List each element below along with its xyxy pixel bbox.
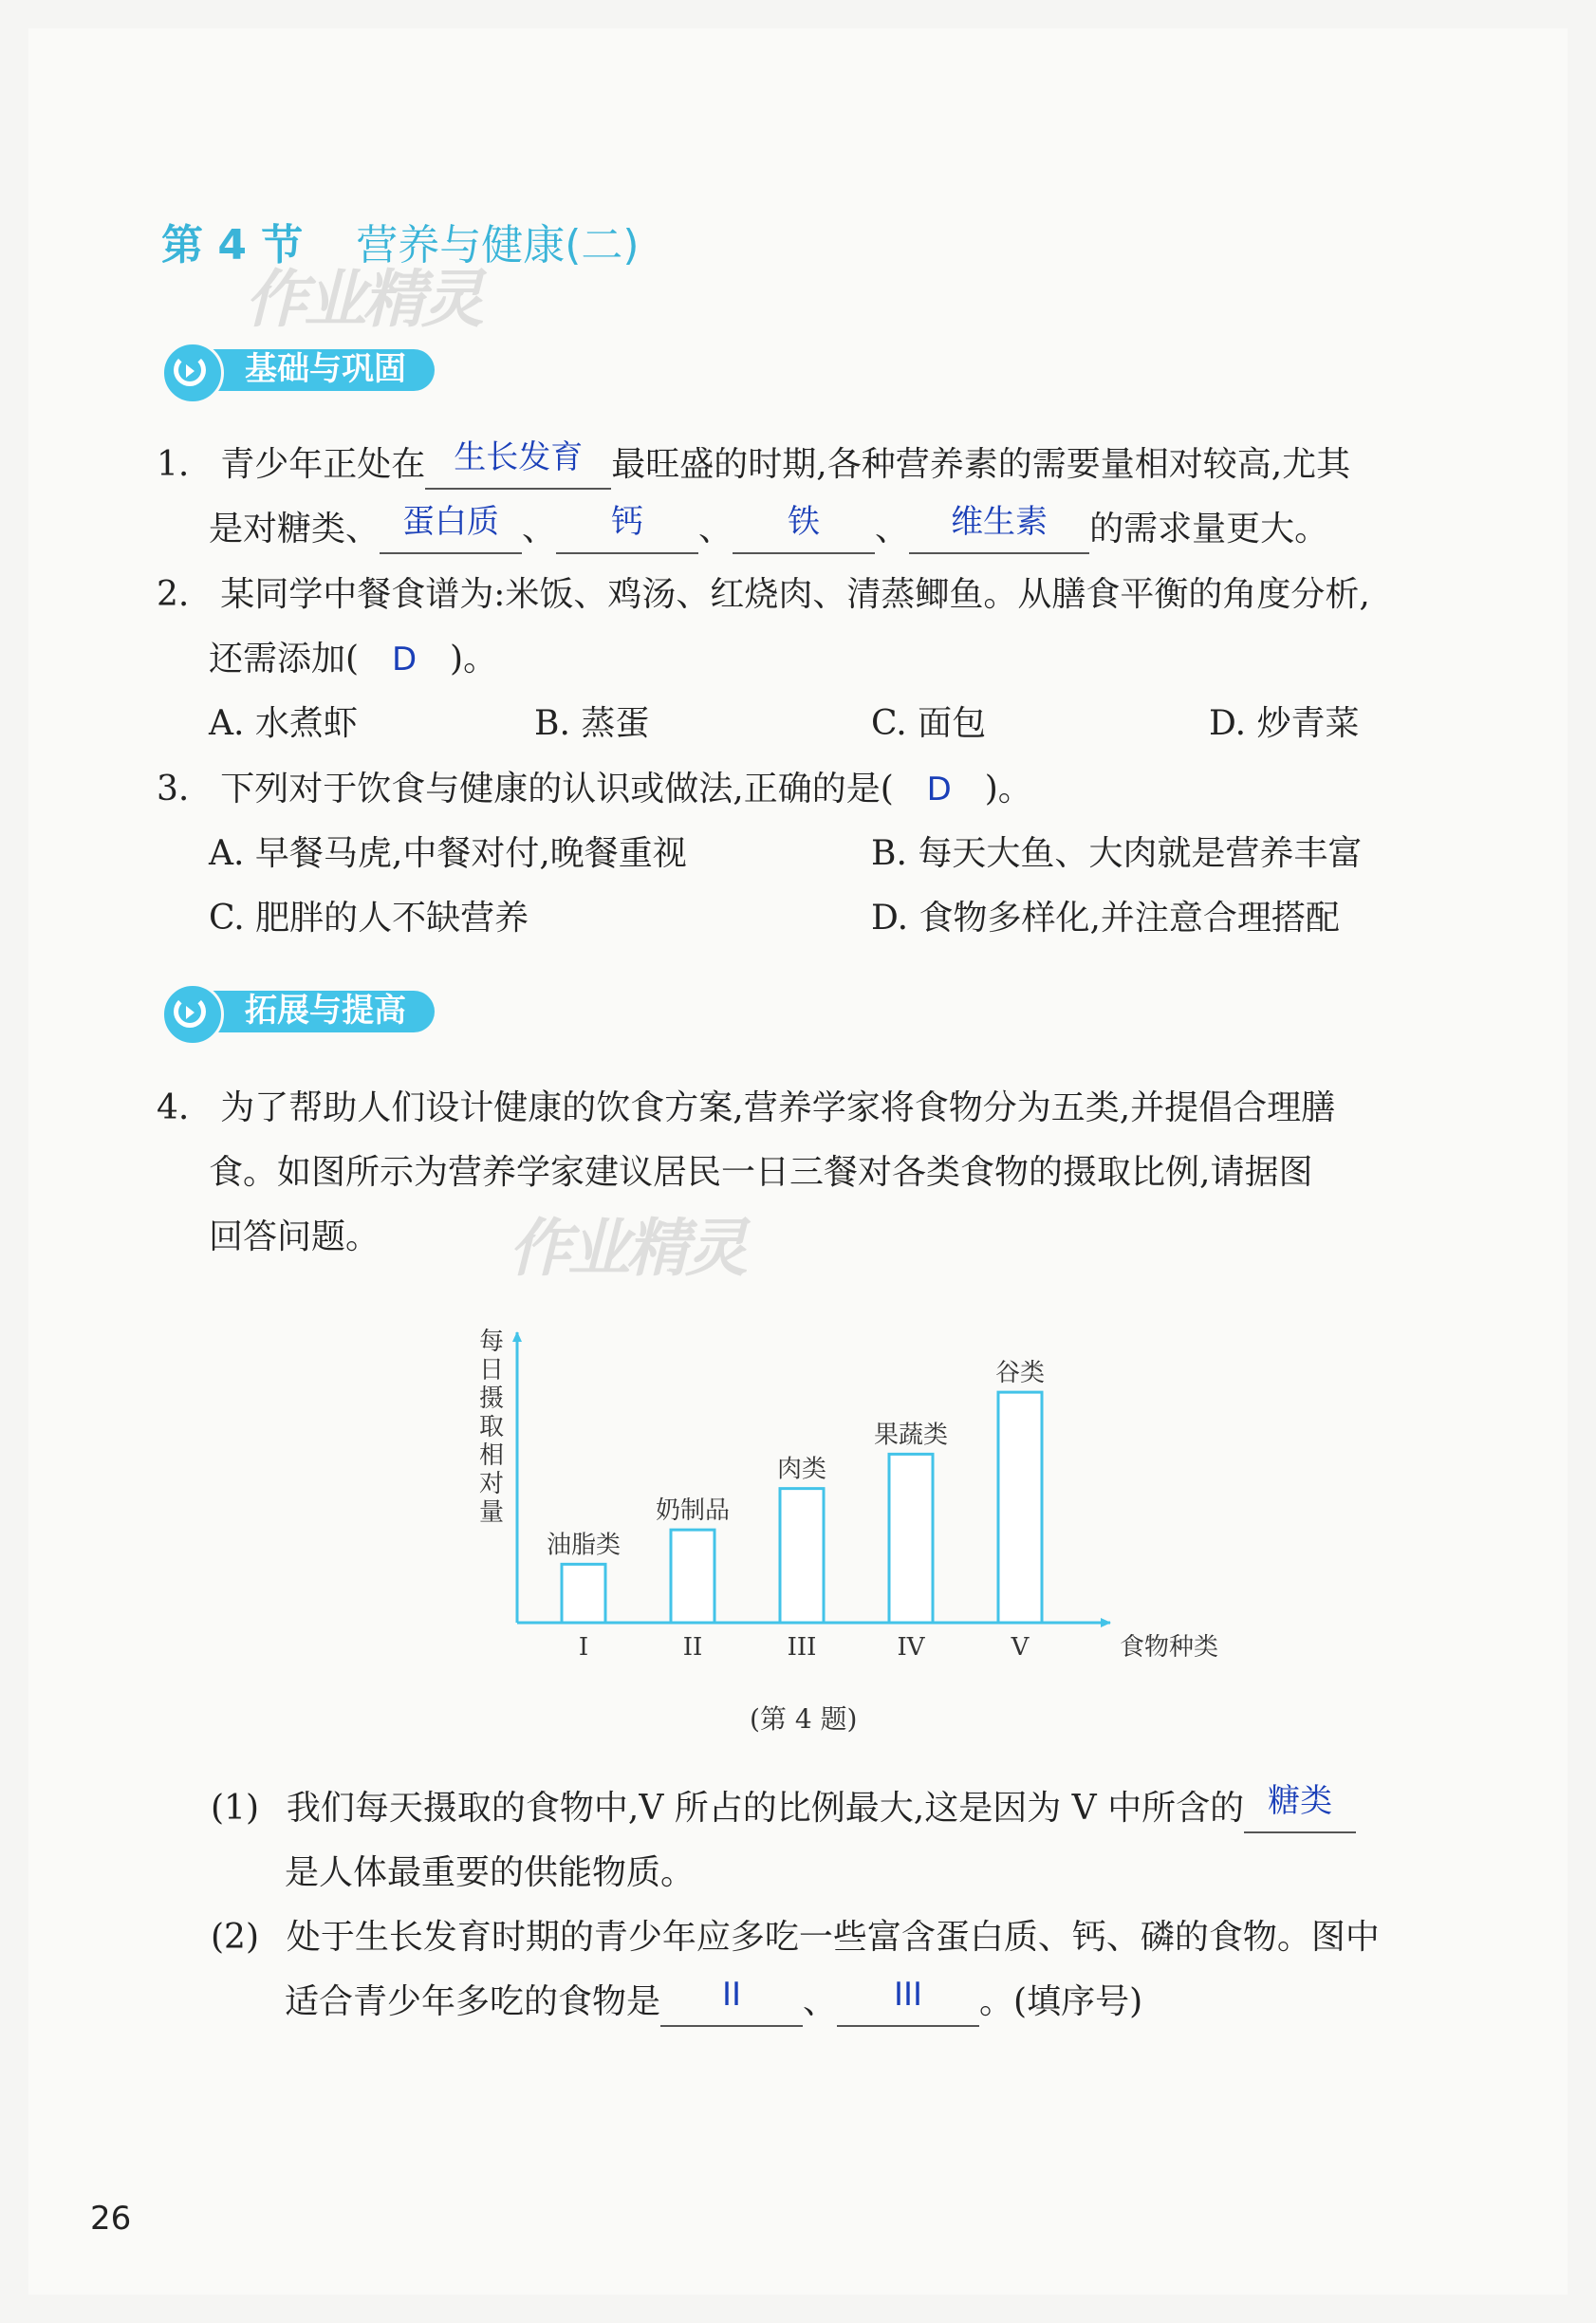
q4-sub2-blank-2: III [837,1979,979,2027]
q2-option-d: D. 炒青菜 [1209,704,1360,743]
q2-line2: 还需添加( D )。 [209,637,497,682]
bar-IV [889,1454,933,1623]
q3-number: 3. [157,770,190,808]
badge-extend [161,985,436,1038]
q1-blank-1: 生长发育 [425,442,611,490]
q4-sub1-line2: 是人体最重要的供能物质。 [285,1853,696,1892]
x-tick-I: I [578,1633,589,1662]
x-axis-label: 食物种类 [1120,1633,1219,1662]
q1-blank-4: 铁 [733,507,875,554]
q3-option-b: B. 每天大鱼、大肉就是营养丰富 [871,834,1363,873]
x-tick-IV: IV [897,1633,925,1662]
q4-line2: 食。如图所示为营养学家建议居民一日三餐对各类食物的摄取比例,请据图 [209,1153,1313,1192]
bar-label-III: 肉类 [776,1455,827,1484]
x-tick-III: III [787,1633,817,1662]
badge-extend-label: 拓展与提高 [245,992,406,1030]
q1-blank-3: 钙 [556,507,698,554]
section-number: 第 4 节 [161,221,304,269]
badge-basic-label: 基础与巩固 [245,350,406,388]
q3-option-d: D. 食物多样化,并注意合理搭配 [871,899,1340,938]
q3-option-a: A. 早餐马虎,中餐对付,晚餐重视 [209,834,687,873]
q1-blank-5: 维生素 [909,507,1089,554]
page-number: 26 [90,2200,132,2238]
q4-sub2-line2: 适合青少年多吃的食物是 II 、 III 。(填序号) [285,1979,1142,2027]
q2-line1: 2. 某同学中餐食谱为:米饭、鸡汤、红烧肉、清蒸鲫鱼。从膳食平衡的角度分析, [157,575,1370,614]
q2-option-c: C. 面包 [871,704,987,743]
x-tick-V: V [1011,1633,1030,1662]
q2-number: 2. [157,575,190,614]
watermark: 作业精灵 [509,1212,744,1285]
chart-caption: (第 4 题) [750,1703,858,1735]
q4-line3: 回答问题。 [209,1217,380,1256]
bar-label-II: 奶制品 [655,1496,731,1526]
y-axis-label: 每日摄取相对量 [478,1328,505,1527]
q4-sub2-line1: (2) 处于生长发育时期的青少年应多吃一些富含蛋白质、钙、磷的食物。图中 [211,1918,1380,1957]
food-intake-bar-chart [465,1319,1219,1680]
q4-sub1-blank: 糖类 [1244,1786,1356,1833]
q3-line1: 3. 下列对于饮食与健康的认识或做法,正确的是( D )。 [157,767,1032,812]
q2-option-b: B. 蒸蛋 [534,704,650,743]
q1-line2: 是对糖类、 蛋白质 、 钙 、 铁 、 维生素 的需求量更大。 [209,507,1328,554]
q4-sub1-line1: (1) 我们每天摄取的食物中,V 所占的比例最大,这是因为 V 中所含的 糖类 [211,1786,1356,1833]
q3-option-c: C. 肥胖的人不缺营养 [209,899,529,938]
bar-label-I: 油脂类 [546,1531,622,1560]
q2-option-a: A. 水煮虾 [209,704,358,743]
bar-III [780,1489,824,1623]
bar-II [671,1530,714,1623]
q4-sub2-blank-1: II [660,1979,803,2027]
camera-shutter-icon [161,983,224,1046]
bar-label-IV: 果蔬类 [873,1421,949,1450]
q4-number: 4. [157,1088,190,1127]
bar-V [998,1392,1042,1623]
q1-line1: 1. 青少年正处在 生长发育 最旺盛的时期,各种营养素的需要量相对较高,尤其 [157,442,1350,490]
badge-basic [161,344,436,397]
bar-label-V: 谷类 [994,1359,1046,1388]
watermark: 作业精灵 [245,263,480,336]
q3-answer: D [926,771,952,808]
x-tick-II: II [682,1633,703,1662]
section-name: 营养与健康(二) [356,221,640,269]
q4-line1: 4. 为了帮助人们设计健康的饮食方案,营养学家将食物分为五类,并提倡合理膳 [157,1088,1336,1127]
q1-blank-2: 蛋白质 [380,507,522,554]
camera-shutter-icon [161,342,224,404]
bar-I [562,1564,605,1623]
q1-number: 1. [157,445,190,484]
q2-answer: D [391,641,418,678]
